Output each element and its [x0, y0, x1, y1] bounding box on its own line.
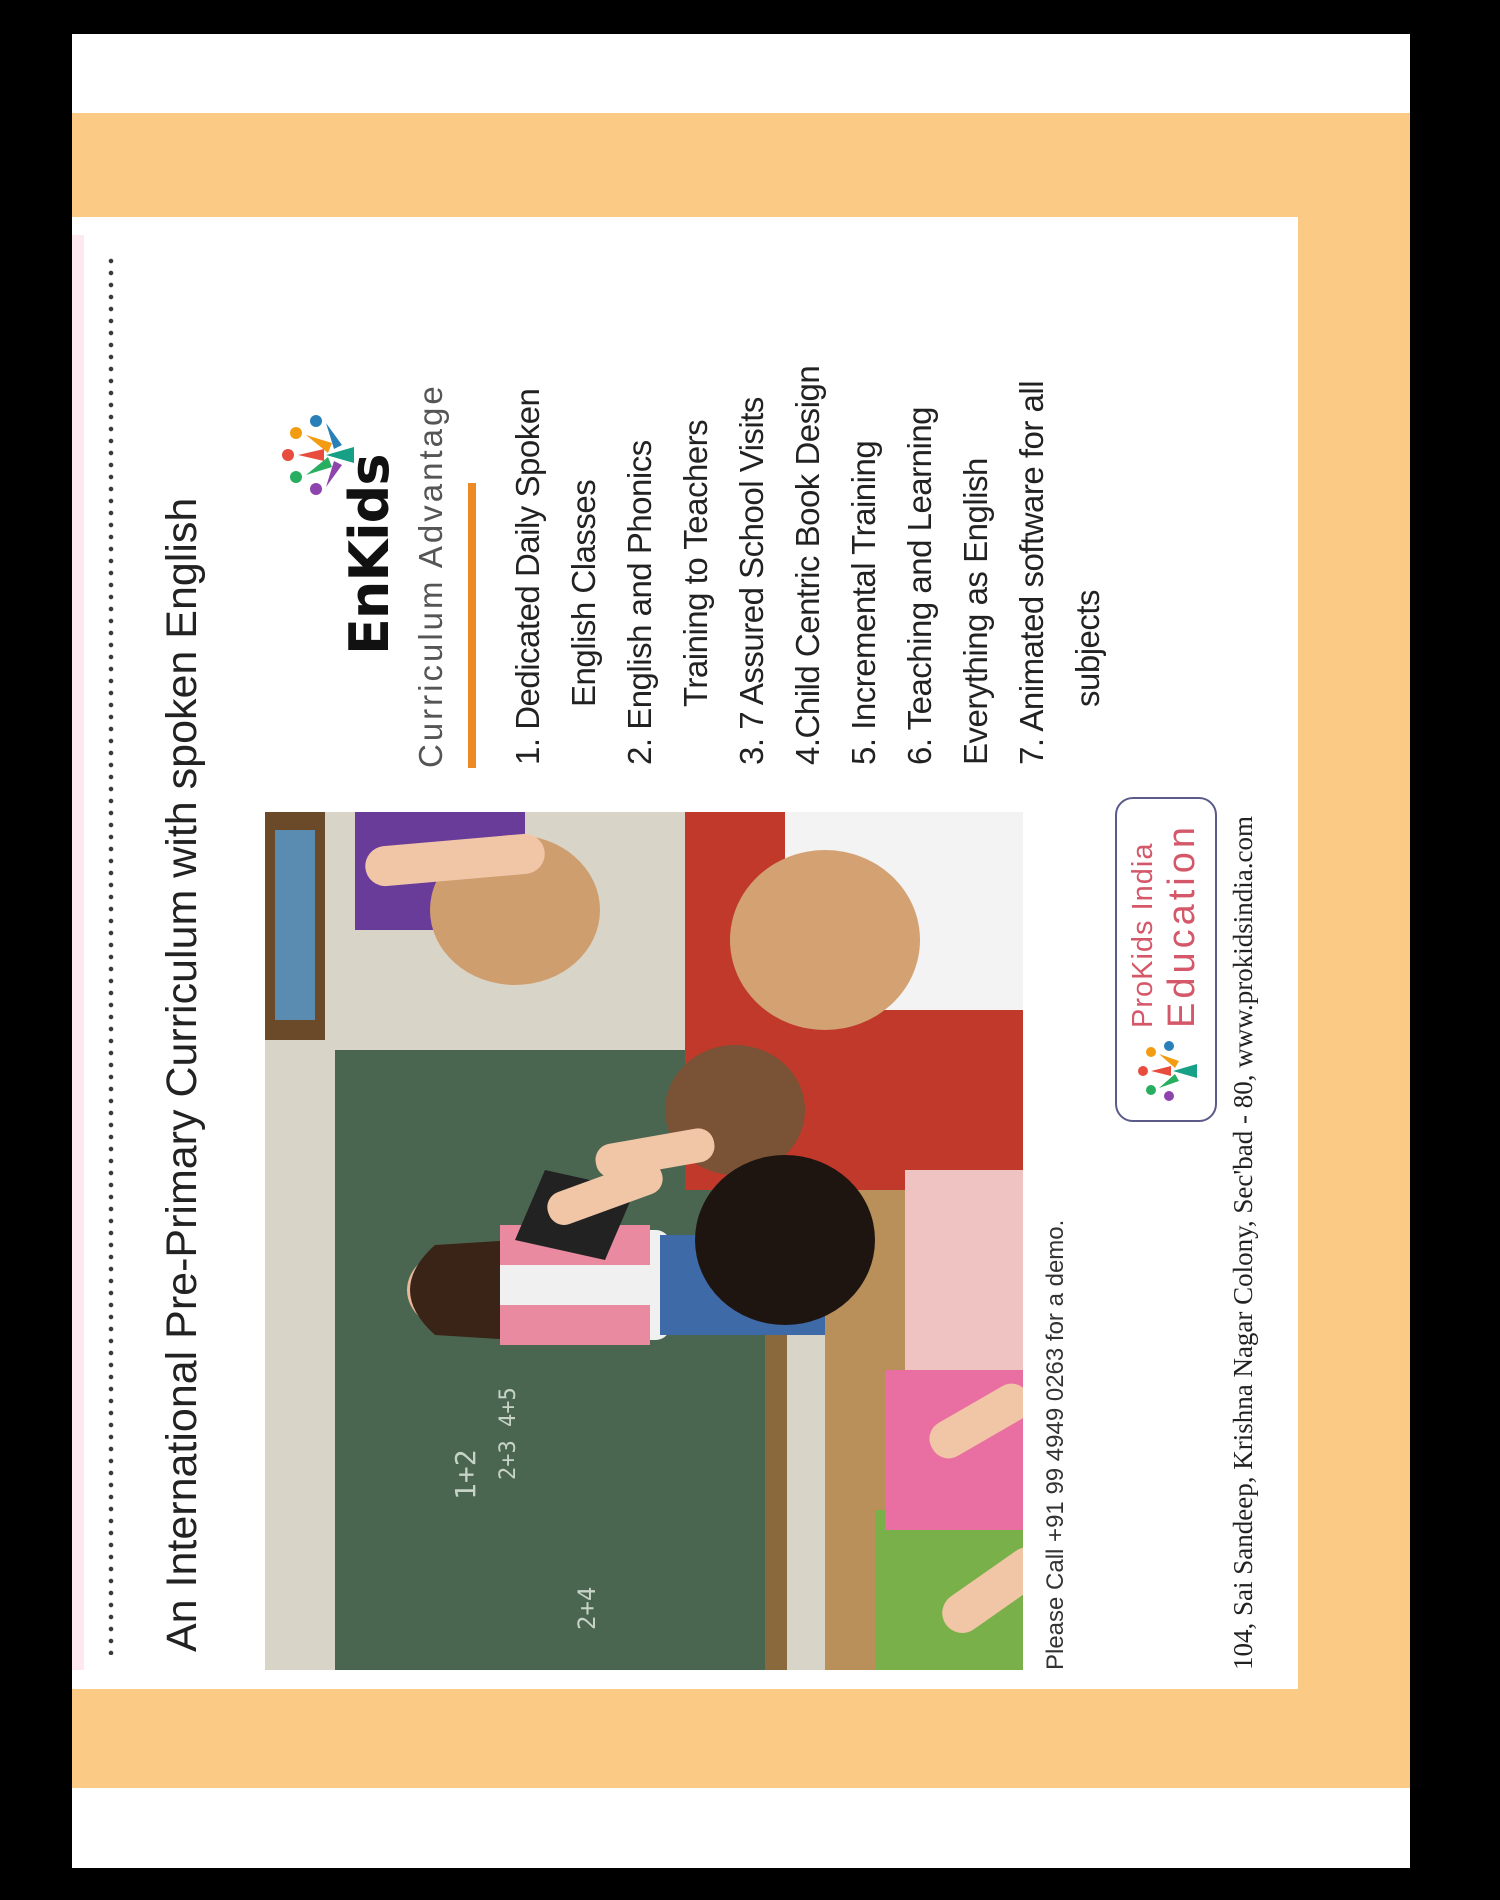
enkids-wordmark: EnKids — [338, 454, 401, 655]
bottom-black-border — [0, 1868, 1500, 1900]
svg-text:1+2: 1+2 — [449, 1449, 482, 1500]
feature-item — [500, 245, 612, 765]
heading-underline — [468, 483, 476, 768]
dotted-rule — [104, 255, 118, 1655]
feature-item — [724, 245, 780, 765]
prokids-logo-line2: Education — [1161, 822, 1203, 1028]
prokids-logo — [1115, 797, 1217, 1122]
feature-text-continued: Training to Teachers — [677, 419, 714, 707]
enkids-logo — [268, 375, 401, 655]
feature-text: 2. English and Phonics — [621, 440, 658, 765]
feature-text: 4.Child Centric Book Design — [789, 365, 826, 765]
feature-text-continued: English Classes — [565, 479, 602, 707]
feature-text-continued: subjects — [1069, 589, 1106, 707]
feature-text: 7. Animated software for all — [1013, 380, 1050, 765]
feature-text: 6. Teaching and Learning — [901, 406, 938, 765]
prokids-people-icon — [1135, 1038, 1201, 1104]
feature-item — [612, 245, 724, 765]
flyer-content — [150, 230, 1275, 1670]
feature-item — [892, 245, 1004, 765]
prokids-logo-line1: ProKids India — [1127, 842, 1159, 1028]
flyer-title: An International Pre-Primary Curriculum with spoken English — [158, 497, 206, 1652]
classroom-photo — [265, 812, 1023, 1670]
feature-text: 1. Dedicated Daily Spoken — [509, 388, 546, 765]
pink-edge-strip — [72, 235, 84, 1670]
right-black-border — [1410, 0, 1500, 1900]
feature-item — [780, 245, 836, 765]
left-black-border — [0, 0, 72, 1900]
feature-item — [836, 245, 892, 765]
address-line: 104, Sai Sandeep, Krishna Nagar Colony, Sec'bad - 80, www.prokidsindia.com — [1228, 816, 1258, 1670]
svg-text:2+3 4+5: 2+3 4+5 — [496, 1387, 521, 1480]
feature-text-continued: Everything as English — [957, 458, 994, 765]
feature-list — [500, 245, 1116, 765]
curriculum-advantage-heading: Curriculum Advantage — [412, 383, 449, 768]
feature-text: 5. Incremental Training — [845, 440, 882, 765]
feature-text: 3. 7 Assured School Visits — [733, 397, 770, 765]
top-black-border — [0, 0, 1500, 34]
demo-call-text: Please Call +91 99 4949 0263 for a demo. — [1042, 1219, 1069, 1670]
svg-text:2+4: 2+4 — [573, 1586, 601, 1630]
feature-item — [1004, 245, 1116, 765]
